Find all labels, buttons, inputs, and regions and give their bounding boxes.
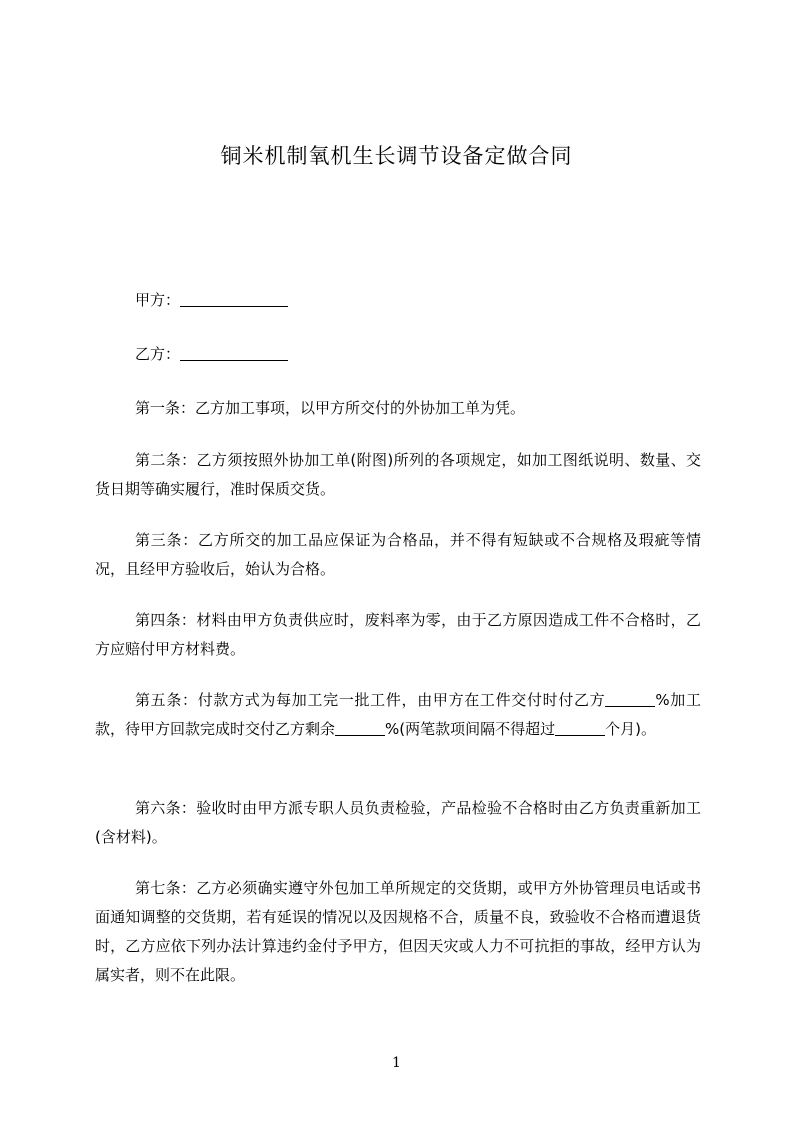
article-6: 第六条：验收时由甲方派专职人员负责检验，产品检验不合格时由乙方负责重新加工(含材料)。 — [95, 799, 701, 846]
document-title: 铜米机制氧机生长调节设备定做合同 — [220, 144, 573, 168]
article-5-blank-1 — [605, 690, 655, 707]
article-4: 第四条：材料由甲方负责供应时，废料率为零，由于乙方原因造成工件不合格时，乙方应赔付甲方材料费。 — [95, 611, 701, 658]
article-5-text-2: %加工款，待甲方回款完成时交付乙方剩余 — [95, 691, 701, 738]
party-a-label: 甲方： — [135, 291, 181, 309]
page-number: 1 — [392, 1055, 401, 1071]
article-7: 第七条：乙方必须确实遵守外包加工单所规定的交货期，或甲方外协管理员电话或书面通知调整的交货期，若有延误的情况以及因规格不合，质量不良，致验收不合格而遭退货时，乙方应依下列办法计算违约金付予甲方，但因天灾或人力不可抗拒的事故，经甲方认为属实者，则不在此限。 — [95, 879, 701, 984]
party-b-label: 乙方： — [135, 345, 181, 363]
article-2: 第二条：乙方须按照外协加工单(附图)所列的各项规定，如加工图纸说明、数量、交货日期等确实履行，准时保质交货。 — [95, 451, 701, 498]
article-5-blank-2 — [335, 719, 385, 736]
article-5-text-3: %(两笔款项间隔不得超过 — [385, 720, 556, 738]
party-b-blank — [180, 344, 288, 361]
party-b-line — [95, 340, 701, 369]
article-5 — [95, 686, 701, 744]
article-5-text-4: 个月)。 — [605, 720, 656, 738]
party-a-line — [95, 286, 701, 315]
article-5-blank-3 — [555, 719, 605, 736]
article-1: 第一条：乙方加工事项，以甲方所交付的外协加工单为凭。 — [135, 399, 526, 417]
party-a-blank — [180, 290, 288, 307]
article-5-text-1: 第五条：付款方式为每加工完一批工件，由甲方在工件交付时付乙方 — [135, 691, 606, 709]
article-3: 第三条：乙方所交的加工品应保证为合格品，并不得有短缺或不合规格及瑕疵等情况，且经甲方验收后，始认为合格。 — [95, 531, 701, 578]
